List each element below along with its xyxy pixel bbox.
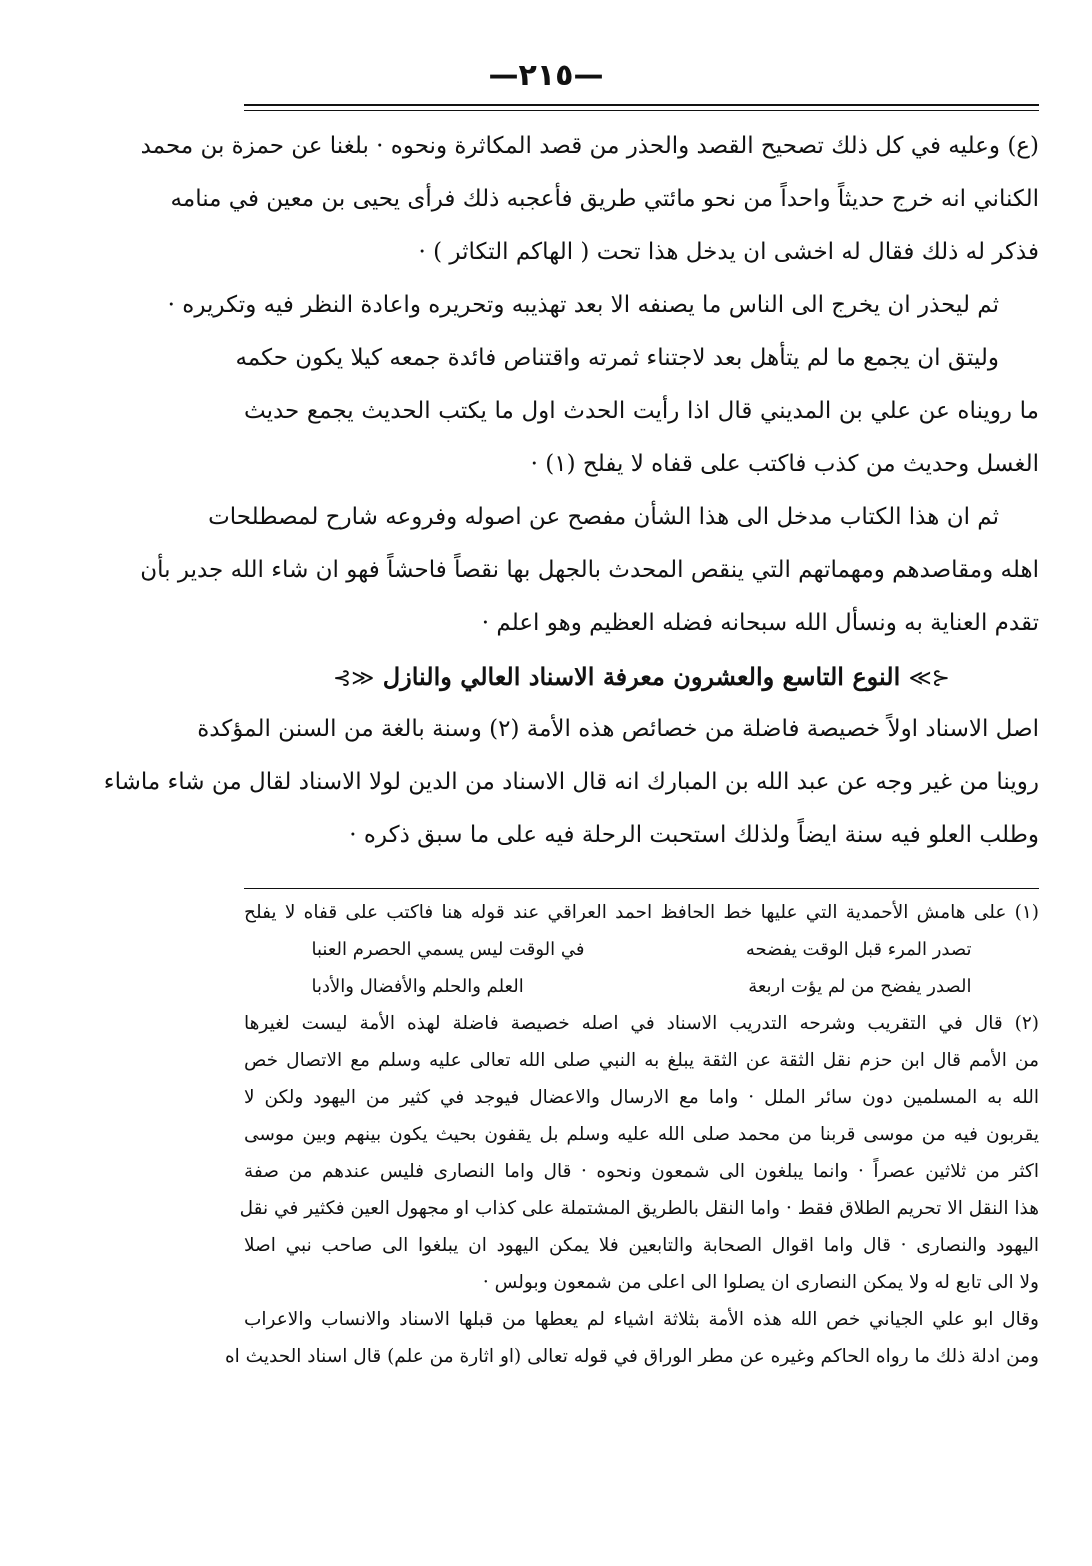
footnote-1: (١) على هامش الأحمدية التي عليها خط الحافظ احمد العراقي عند قوله هنا فاكتب على قفاه لا يفلح xyxy=(244,902,1039,923)
footnote-2-line: وقال ابو علي الجياني خص الله هذه الأمة بثلاثة اشياء لم يعطها من قبلها الاسناد والانساب والاعراب xyxy=(244,1309,1039,1330)
footnote-separator xyxy=(244,888,1039,889)
verse-first-hemistich: تصدر المرء قبل الوقت يفضحه xyxy=(745,939,972,960)
text-line: ثم ان هذا الكتاب مدخل الى هذا الشأن مفصح عن اصوله وفروعه شارح لمصطلحات xyxy=(208,504,999,530)
ornament-right-icon: ⊰≫ xyxy=(908,666,951,691)
page-number: —٢١٥— xyxy=(488,58,604,93)
text-line: الكناني انه خرج حديثاً واحداً من نحو مائتي طريق فأعجبه ذلك فرأى يحيى بن معين في منامه xyxy=(170,186,1039,212)
main-text xyxy=(103,120,1039,862)
text-line: روينا من غير وجه عن عبد الله بن المبارك انه قال الاسناد من الدين لولا الاسناد لقال من شاء ماشاء xyxy=(103,769,1039,795)
text-line: ثم ليحذر ان يخرج الى الناس ما يصنفه الا بعد تهذيبه وتحريره واعادة النظر فيه وتكريره · xyxy=(167,292,999,318)
poem-verse xyxy=(244,968,1039,1005)
footnote-2-line: من الأمم قال ابن حزم نقل الثقة عن الثقة يبلغ به النبي صلى الله تعالى عليه وسلم مع الاتصال خص xyxy=(244,1050,1039,1071)
footnote-2-line: ومن ادلة ذلك ما رواه الحاكم وغيره عن مطر الوراق في قوله تعالى (او اثارة من علم) قال اسناد الحديث اه xyxy=(224,1346,1039,1367)
text-line: وطلب العلو فيه سنة ايضاً ولذلك استحبت الرحلة فيه على ما سبق ذكره · xyxy=(349,822,1039,848)
text-line: ما رويناه عن علي بن المديني قال اذا رأيت الحدث اول ما يكتب الحديث يجمع حديث xyxy=(244,398,1039,424)
footnote-2-line: (٢) قال في التقريب وشرحه التدريب الاسناد في اصله خصيصة فاضلة لهذه الأمة ليست لغيرها xyxy=(244,1013,1039,1034)
chapter-heading xyxy=(244,650,1039,703)
footnotes xyxy=(224,894,1039,1375)
header-rule xyxy=(244,104,1039,106)
footnote-2-line: الله به المسلمين دون سائر الملل · واما مع الارسال والاعضال فيوجد في كثير من اليهود ولكن لا xyxy=(244,1087,1039,1108)
footnote-2-line: ولا الى تابع له ولا يمكن النصارى ان يصلوا الى اعلى من شمعون وبولس · xyxy=(482,1272,1039,1293)
text-line: (ع) وعليه في كل ذلك تصحيح القصد والحذر من قصد المكاثرة ونحوه · بلغنا عن حمزة بن محمد xyxy=(140,133,1039,159)
footnote-2-line: هذا النقل الا تحريم الطلاق فقط · واما النقل بالطريق المشتملة على كذاب او مجهول العين فكثير في نقل xyxy=(239,1198,1039,1219)
verse-second-hemistich: في الوقت ليس يسمي الحصرم العنبا xyxy=(311,939,585,960)
text-line: تقدم العناية به ونسأل الله سبحانه فضله العظيم وهو اعلم · xyxy=(481,610,1039,636)
text-line: فذكر له ذلك فقال له اخشى ان يدخل هذا تحت ( الهاكم التكاثر ) · xyxy=(418,239,1039,265)
header-rule-thin xyxy=(244,110,1039,111)
text-line: وليتق ان يجمع ما لم يتأهل بعد لاجتناء ثمرته واقتناص فائدة جمعه كيلا يكون حكمه xyxy=(235,345,999,371)
ornament-left-icon: ≪⊱ xyxy=(332,666,375,691)
verse-second-hemistich: العلم والحلم والأفضال والأدبا xyxy=(311,976,524,997)
text-line: اصل الاسناد اولاً خصيصة فاضلة من خصائص هذه الأمة (٢) وسنة بالغة من السنن المؤكدة xyxy=(197,716,1039,742)
text-line: اهله ومقاصدهم ومهماتهم التي ينقص المحدث بالجهل بها نقصاً فاحشاً فهو ان شاء الله جدير بأن xyxy=(140,557,1039,583)
poem-verse xyxy=(244,931,1039,968)
footnote-2-line: اكثر من ثلاثين عصراً · وانما يبلغون الى شمعون ونحوه · قال واما النصارى فليس عندهم من صفة xyxy=(244,1161,1039,1182)
verse-first-hemistich: الصدر يفضح من لم يؤت اربعة xyxy=(748,976,972,997)
text-line: الغسل وحديث من كذب فاكتب على قفاه لا يفلح (١) · xyxy=(530,451,1039,477)
footnote-2-line: يقربون فيه من موسى قربنا من محمد صلى الله عليه وسلم بل يقفون بحيث يكون بينهم وبين موسى xyxy=(244,1124,1039,1145)
chapter-heading-text: النوع التاسع والعشرون معرفة الاسناد العالي والنازل xyxy=(382,662,901,691)
footnote-2-line: اليهود والنصارى · قال واما اقوال الصحابة والتابعين فلا يمكن اليهود ان يبلغوا الى صاحب نبي اصلا xyxy=(244,1235,1039,1256)
